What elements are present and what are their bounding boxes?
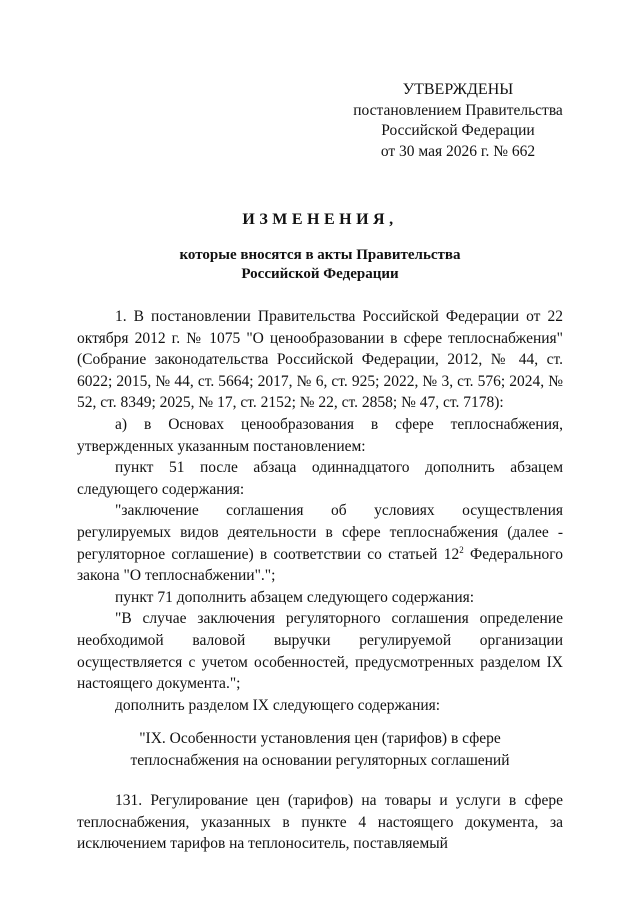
approval-line: Российской Федерации [381, 122, 535, 139]
paragraph: дополнить разделом IX следующего содержания: [115, 696, 441, 714]
section-title [77, 728, 563, 772]
paragraph: 1. В постановлении Правительства Российской Федерации от 22 октября 2012 г. № 1075 "О ценообразовании в сфере теплоснабжения" (Собрание законодательства Российской Федерации, 2012, № 44, ст. 6022; 2015, № 44, ст. 5664; 2017, № 6, ст. 925; 2022, № 3, ст. 576; 2024, № 52, ст. 8349; 2025, № 17, ст. 2152; № 22, ст. 2858; № 47, ст. 7178): [77, 308, 563, 412]
section-title-line: теплоснабжения на основании регуляторных соглашений [130, 752, 510, 770]
paragraph: "В случае заключения регуляторного соглашения определение необходимой валовой выручки регулируемой организации осуществляется с учетом особенностей, предусмотренных разделом IX настоящего документа."; [77, 610, 563, 693]
paragraph [77, 500, 563, 586]
approval-stamp [340, 80, 576, 162]
paragraph: а) в Основах ценообразования в сфере теплоснабжения, утвержденных указанным постановлением: [77, 415, 563, 455]
approval-line: постановлением Правительства [353, 101, 563, 119]
title-subtitle-line: которые вносятся в акты Правительства [179, 247, 461, 263]
title-subtitle-line: Российской Федерации [241, 266, 399, 282]
paragraph-text: "заключение соглашения об условиях осуществления регулируемых видов деятельности в сфере теплоснабжения (далее - регуляторное соглашение) в соответствии со статьей 12 [77, 502, 563, 563]
approval-heading: УТВЕРЖДЕНЫ [402, 81, 514, 98]
section-title-line: "IX. Особенности установления цен (тарифов) в сфере [139, 730, 501, 748]
approval-date: от 30 мая 2026 г. № 662 [380, 142, 536, 160]
title-heading: ИЗМЕНЕНИЯ, [242, 211, 398, 228]
document-body [77, 306, 563, 855]
paragraph: 131. Регулирование цен (тарифов) на товары и услуги в сфере теплоснабжения, указанных в пункте 4 настоящего документа, за исключением тарифов на теплоноситель, поставляемый [77, 792, 563, 853]
paragraph: пункт 51 после абзаца одиннадцатого дополнить абзацем следующего содержания: [77, 459, 563, 498]
paragraph: пункт 71 дополнить абзацем следующего содержания: [115, 588, 475, 606]
superscript: 2 [459, 544, 464, 555]
title-subtitle [0, 246, 640, 284]
document-title [0, 210, 640, 284]
paragraph-text: Федерального закона "О теплоснабжении"."; [77, 545, 563, 585]
